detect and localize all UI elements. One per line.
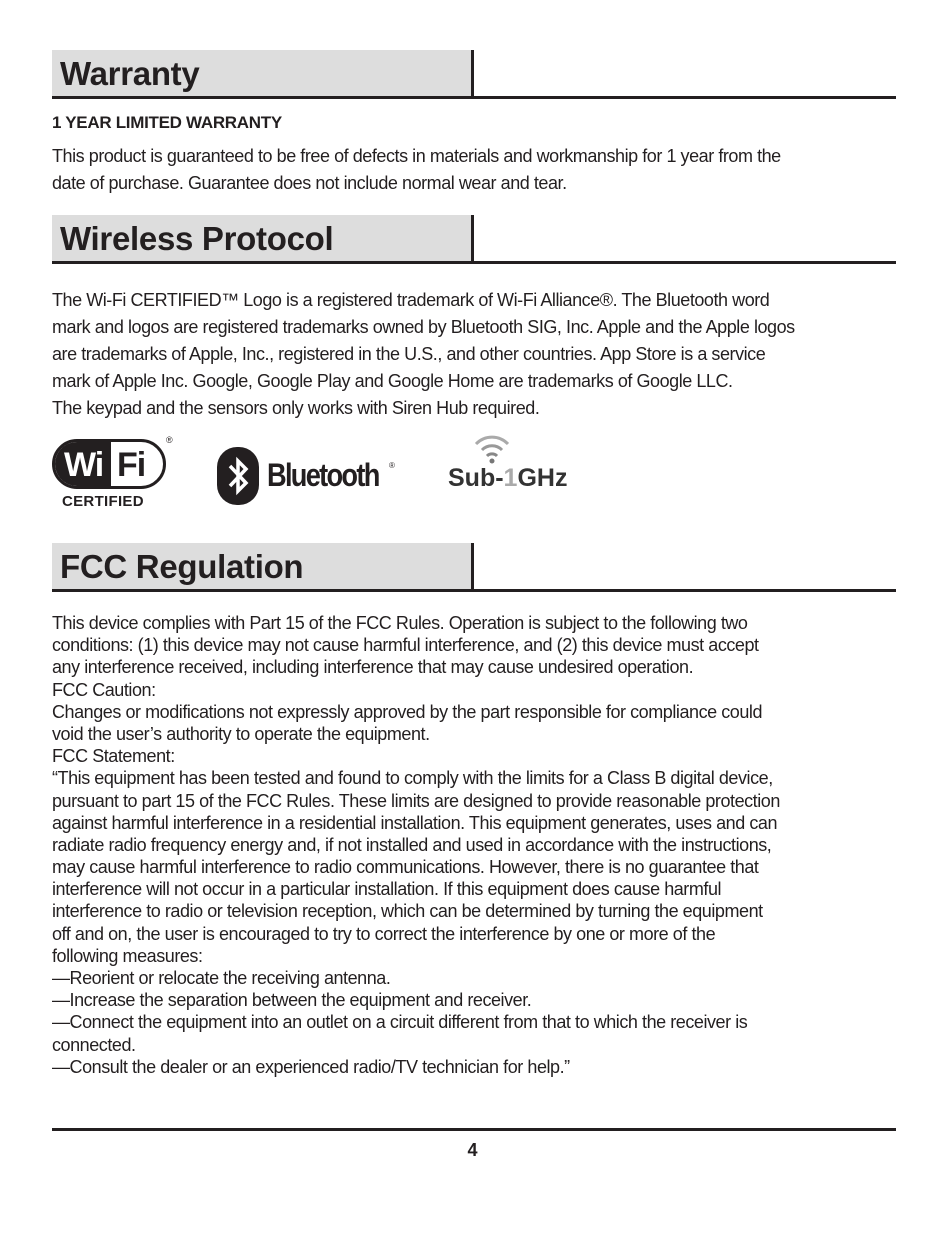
- text-line: following measures:: [52, 945, 203, 966]
- bluetooth-wordmark: Bluetooth: [267, 457, 379, 493]
- fcc-title: FCC Regulation: [60, 548, 304, 585]
- text-line: —Consult the dealer or an experienced radio/TV technician for help.”: [52, 1056, 570, 1077]
- text-line: pursuant to part 15 of the FCC Rules. These limits are designed to provide reasonable protection: [52, 790, 780, 811]
- wifi-logo-wi: Wi: [64, 446, 104, 484]
- warranty-text: [52, 143, 781, 197]
- text-line: may cause harmful interference to radio communications. However, there is no guarantee that: [52, 857, 759, 878]
- sub-1ghz-logo: [448, 432, 588, 502]
- bluetooth-registered: ®: [389, 461, 395, 470]
- text-line: “This equipment has been tested and found to comply with the limits for a Class B digital device,: [52, 768, 773, 789]
- warranty-header: [52, 50, 896, 99]
- warranty-title: Warranty: [60, 55, 200, 92]
- bluetooth-icon: [217, 447, 259, 505]
- wifi-logo-fi: Fi: [117, 446, 146, 484]
- warranty-header-box: [52, 50, 474, 96]
- text-line: This product is guaranteed to be free of defects in materials and workmanship for 1 year from the: [52, 146, 781, 166]
- text-line: FCC Statement:: [52, 746, 175, 767]
- wireless-header: [52, 215, 896, 264]
- text-line: mark and logos are registered trademarks owned by Bluetooth SIG, Inc. Apple and the Apple logos: [52, 317, 795, 337]
- text-line: connected.: [52, 1034, 136, 1055]
- text-line: The keypad and the sensors only works with Siren Hub required.: [52, 398, 540, 418]
- text-line: —Increase the separation between the equipment and receiver.: [52, 990, 532, 1011]
- text-line: interference to radio or television reception, which can be determined by turning the equipment: [52, 901, 763, 922]
- text-line: void the user’s authority to operate the equipment.: [52, 723, 430, 744]
- subghz-text-one: 1: [503, 464, 518, 492]
- fcc-header-box: [52, 543, 474, 589]
- text-line: against harmful interference in a residential installation. This equipment generates, uses and can: [52, 812, 778, 833]
- warranty-subtitle: 1 YEAR LIMITED WARRANTY: [52, 113, 282, 132]
- text-line: The Wi-Fi CERTIFIED™ Logo is a registered trademark of Wi-Fi Alliance®. The Bluetooth word: [52, 290, 770, 310]
- wireless-header-box: [52, 215, 474, 261]
- wireless-signal-icon: [472, 432, 512, 464]
- page-number: 4: [467, 1140, 478, 1160]
- wifi-logo-registered: ®: [166, 435, 173, 445]
- wireless-title: Wireless Protocol: [60, 220, 334, 257]
- text-line: FCC Caution:: [52, 679, 156, 700]
- bluetooth-logo: [217, 447, 407, 507]
- footer-divider: [52, 1128, 896, 1131]
- text-line: —Connect the equipment into an outlet on a circuit different from that to which the receiver is: [52, 1012, 748, 1033]
- text-line: This device complies with Part 15 of the FCC Rules. Operation is subject to the following two: [52, 613, 748, 633]
- subghz-text-sub: Sub-: [448, 464, 504, 492]
- text-line: any interference received, including interference that may cause undesired operation.: [52, 657, 694, 678]
- subghz-text-ghz: GHz: [517, 464, 568, 492]
- wifi-logo-certified: CERTIFIED: [62, 493, 144, 510]
- wifi-certified-logo: [52, 437, 182, 512]
- text-line: —Reorient or relocate the receiving antenna.: [52, 968, 391, 988]
- text-line: interference will not occur in a particular installation. If this equipment does cause harmful: [52, 879, 722, 900]
- text-line: Changes or modifications not expressly approved by the part responsible for compliance could: [52, 701, 763, 722]
- fcc-text: [52, 612, 780, 1078]
- text-line: radiate radio frequency energy and, if not installed and used in accordance with the instructions,: [52, 834, 772, 855]
- text-line: date of purchase. Guarantee does not include normal wear and tear.: [52, 173, 567, 193]
- text-line: mark of Apple Inc. Google, Google Play and Google Home are trademarks of Google LLC.: [52, 371, 733, 391]
- wireless-text: [52, 287, 795, 422]
- text-line: are trademarks of Apple, Inc., registered in the U.S., and other countries. App Store is a service: [52, 344, 766, 364]
- text-line: off and on, the user is encouraged to try to correct the interference by one or more of the: [52, 923, 716, 944]
- text-line: conditions: (1) this device may not cause harmful interference, and (2) this device must accept: [52, 635, 759, 656]
- fcc-header: [52, 543, 896, 592]
